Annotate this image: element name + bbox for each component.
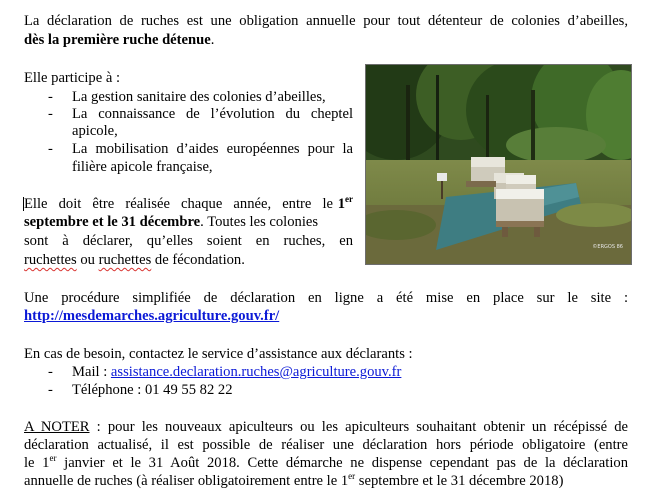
assistance-intro: En cas de besoin, contactez le service d’assistance aux déclarants :: [24, 346, 413, 362]
noter-line-4-b: septembre et le 31 décembre 2018): [355, 473, 564, 489]
intro-period: .: [210, 32, 215, 48]
bullet-dash: -: [48, 106, 53, 122]
intro-line-2: [24, 31, 214, 50]
realisee-date-range: septembre et le 31 décembre: [24, 214, 201, 230]
noter-label: A NOTER: [24, 419, 90, 435]
participe-heading: Elle participe à :: [24, 70, 121, 86]
assistance-phone: Téléphone : 01 49 55 82 22: [72, 382, 233, 398]
realisee-line-4-end: de fécondation.: [151, 252, 245, 268]
noter-line-4-a: annuelle de ruches (à réaliser obligatoirement entre le 1: [24, 473, 349, 489]
procedure-link-wrap: [24, 307, 279, 326]
beehives-photo: [365, 64, 632, 265]
noter-line-3-b: janvier et le 31 Août 2018. Cette démarche ne dispense cependant pas de la déclaration: [56, 455, 628, 471]
bullet-dash: -: [48, 89, 53, 105]
mesdemarches-link[interactable]: http://mesdemarches.agriculture.gouv.fr/: [24, 308, 280, 324]
realisee-line-4-mid: ou: [76, 252, 99, 268]
bullet-dash: -: [48, 364, 53, 380]
spelling-flag: ruchettes: [98, 252, 152, 268]
noter-line-1-text: : pour les nouveaux apiculteurs ou les apiculteurs souhaitant obtenir un récépissé de: [89, 419, 628, 435]
assistance-mail: [72, 363, 401, 382]
realisee-line-3: sont à déclarer, qu’elles soient en ruches, en: [24, 233, 353, 249]
bullet-dash: -: [48, 141, 53, 157]
mail-label: Mail :: [72, 364, 111, 380]
noter-line-2: déclaration actualisé, il est possible de réaliser une déclaration hors période obligatoire (entre: [24, 437, 628, 453]
noter-line-3-a: le 1: [24, 455, 50, 471]
noter-line-4: [24, 472, 563, 491]
assistance-email-link[interactable]: assistance.declaration.ruches@agriculture.gouv.fr: [110, 364, 402, 380]
realisee-line-1-text: Elle doit être réalisée chaque année, entre le: [24, 196, 333, 212]
intro-bold: dès la première ruche détenue: [24, 32, 211, 48]
participe-item-3-cont: filière apicole française,: [72, 159, 213, 175]
realisee-line-2-text: . Toutes les colonies: [200, 214, 319, 230]
realisee-line-2: [24, 213, 353, 232]
noter-line-3: [24, 454, 628, 473]
participe-item-1: La gestion sanitaire des colonies d’abeilles,: [72, 89, 326, 105]
realisee-date-start: [338, 195, 353, 214]
bullet-dash: -: [48, 382, 53, 398]
spelling-flag: ruchettes: [24, 252, 77, 268]
noter-line-1: [24, 418, 628, 437]
photo-watermark: ©ERGOS 86: [592, 244, 623, 250]
realisee-date-day: 1: [337, 196, 345, 212]
participe-item-2: La connaissance de l’évolution du cheptel: [72, 106, 353, 122]
intro-line-1: La déclaration de ruches est une obligation annuelle pour tout détenteur de colonies d’abeilles,: [24, 13, 628, 29]
procedure-line: Une procédure simplifiée de déclaration en ligne a été mise en place sur le site :: [24, 290, 628, 306]
noter-line-3-sup: er: [49, 453, 57, 464]
participe-item-3: La mobilisation d’aides européennes pour la: [72, 141, 353, 157]
noter-line-4-sup: er: [348, 471, 356, 482]
participe-item-2-cont: apicole,: [72, 123, 118, 139]
realisee-date-sup: er: [345, 194, 353, 205]
realisee-line-4: [24, 251, 245, 270]
